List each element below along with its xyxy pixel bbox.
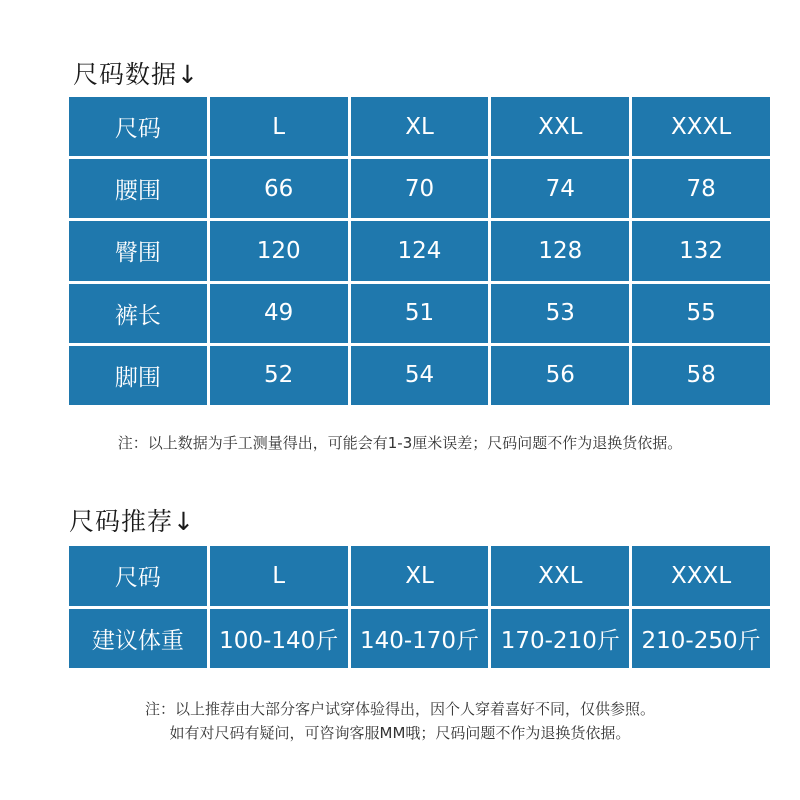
header-cell: XXXL xyxy=(632,97,770,156)
size-recommend-table xyxy=(66,543,773,671)
note-line-1: 注：以上推荐由大部分客户试穿体验得出，因个人穿着喜好不同，仅供参照。 xyxy=(144,700,655,718)
table-row xyxy=(69,159,770,218)
header-cell: XL xyxy=(351,97,489,156)
row-label: 裤长 xyxy=(69,284,207,343)
table-cell: 52 xyxy=(210,346,348,405)
table-cell: 51 xyxy=(351,284,489,343)
header-cell: XXXL xyxy=(632,546,770,606)
table-cell: 54 xyxy=(351,346,489,405)
table-cell: 53 xyxy=(491,284,629,343)
row-label: 臀围 xyxy=(69,221,207,280)
row-label: 腰围 xyxy=(69,159,207,218)
table-row xyxy=(69,346,770,405)
note-line-2: 如有对尺码有疑问，可咨询客服MM哦；尺码问题不作为退换货依据。 xyxy=(169,724,631,742)
row-label: 脚围 xyxy=(69,346,207,405)
header-cell: 尺码 xyxy=(69,97,207,156)
size-data-title: 尺码数据↓ xyxy=(73,60,199,89)
table-cell: 58 xyxy=(632,346,770,405)
header-cell: 尺码 xyxy=(69,546,207,606)
header-cell: XL xyxy=(351,546,489,606)
table-cell: 132 xyxy=(632,221,770,280)
size-recommend-title: 尺码推荐↓ xyxy=(69,507,195,536)
header-cell: XXL xyxy=(491,546,629,606)
table-cell: 120 xyxy=(210,221,348,280)
header-cell: XXL xyxy=(491,97,629,156)
table-cell: 140-170斤 xyxy=(351,609,489,669)
table-row xyxy=(69,284,770,343)
table-cell: 100-140斤 xyxy=(210,609,348,669)
table-cell: 55 xyxy=(632,284,770,343)
table-cell: 74 xyxy=(491,159,629,218)
size-recommend-note xyxy=(40,697,760,745)
table-row xyxy=(69,609,770,669)
table-header-row xyxy=(69,546,770,606)
row-label: 建议体重 xyxy=(69,609,207,669)
table-header-row xyxy=(69,97,770,156)
table-row xyxy=(69,221,770,280)
size-data-table xyxy=(66,94,773,408)
table-cell: 66 xyxy=(210,159,348,218)
header-cell: L xyxy=(210,97,348,156)
header-cell: L xyxy=(210,546,348,606)
table-cell: 56 xyxy=(491,346,629,405)
table-cell: 170-210斤 xyxy=(491,609,629,669)
table-cell: 210-250斤 xyxy=(632,609,770,669)
size-data-note: 注：以上数据为手工测量得出，可能会有1-3厘米误差；尺码问题不作为退换货依据。 xyxy=(117,434,683,452)
table-cell: 78 xyxy=(632,159,770,218)
table-cell: 128 xyxy=(491,221,629,280)
table-cell: 124 xyxy=(351,221,489,280)
table-cell: 49 xyxy=(210,284,348,343)
table-cell: 70 xyxy=(351,159,489,218)
